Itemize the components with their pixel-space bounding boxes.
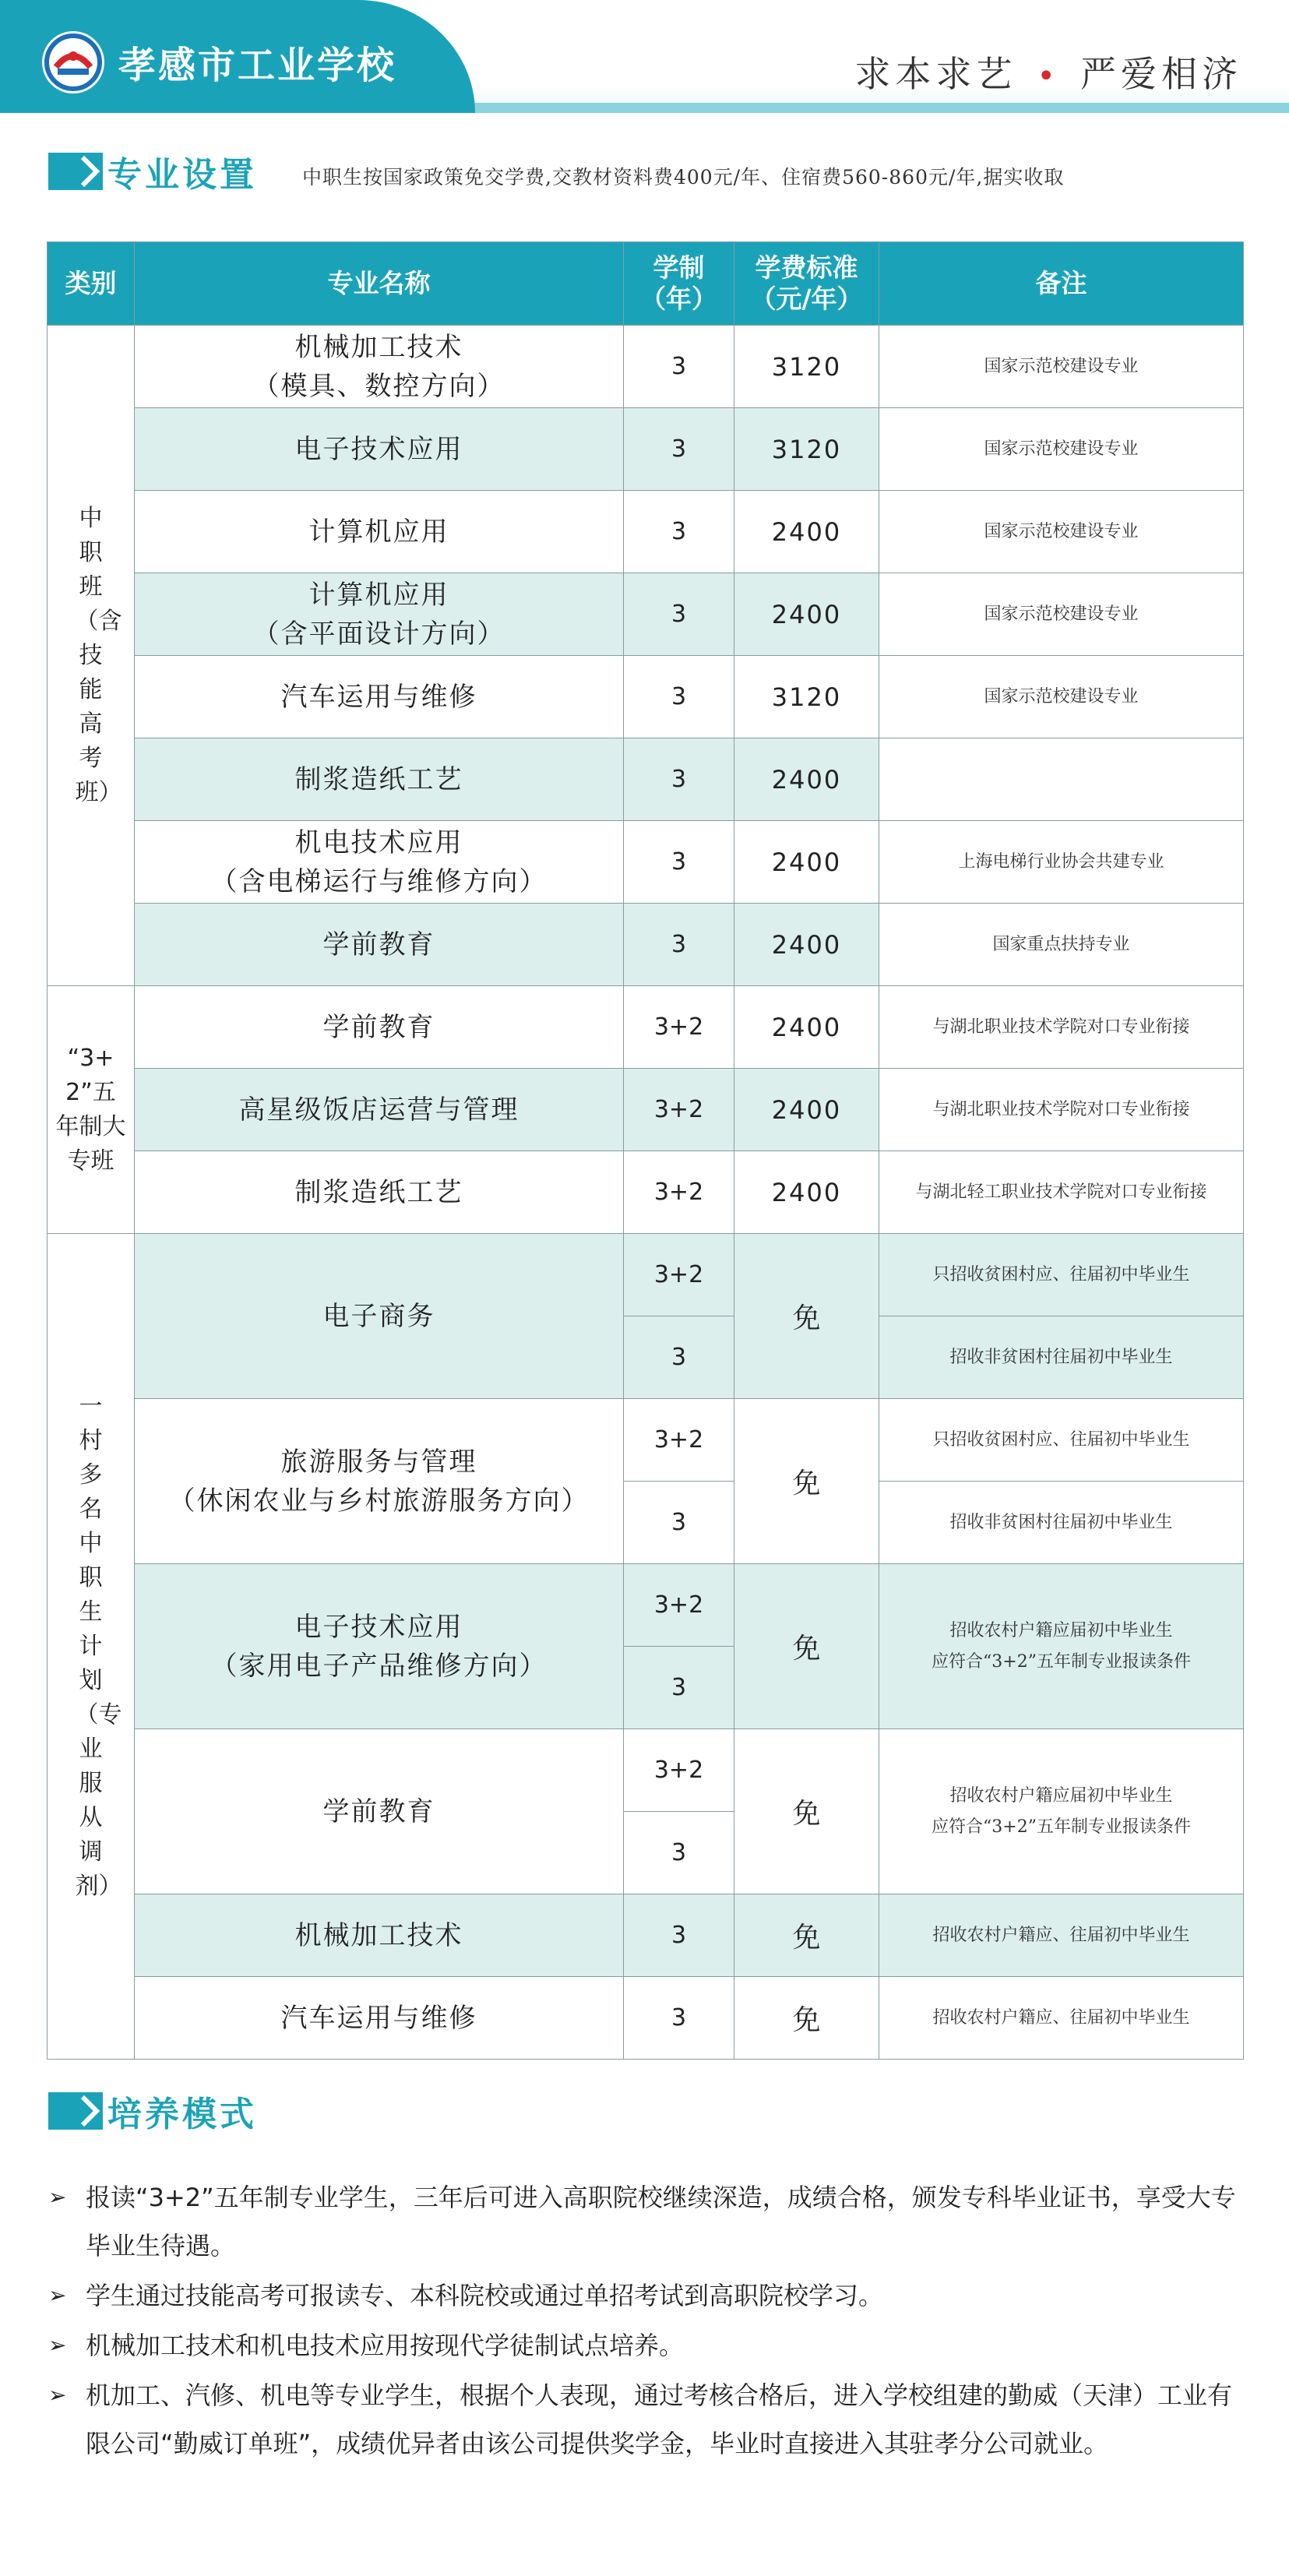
remark-cell: 国家示范校建设专业 bbox=[879, 326, 1244, 408]
majors-table bbox=[47, 241, 1244, 2060]
years-cell: 3+2 bbox=[624, 986, 734, 1069]
years-cell: 3 bbox=[624, 408, 734, 491]
major-subname: （模具、数控方向） bbox=[252, 370, 505, 402]
header-years bbox=[624, 242, 734, 326]
remark-cell: 招收农村户籍应、往届初中毕业生 bbox=[879, 1894, 1244, 1977]
fee-note: 中职生按国家政策免交学费,交教材资料费400元/年、住宿费560-860元/年,据实收取 bbox=[302, 166, 1065, 189]
fee-cell: 2400 bbox=[734, 1151, 879, 1234]
major-name-cell bbox=[135, 1564, 624, 1729]
header-category: 类别 bbox=[48, 242, 135, 326]
years-cell: 3+2 bbox=[624, 1729, 734, 1812]
header-years-label: 学制（年） bbox=[640, 252, 717, 314]
fee-cell: 2400 bbox=[734, 821, 879, 904]
remark-cell: 上海电梯行业协会共建专业 bbox=[879, 821, 1244, 904]
major-subname: （含平面设计方向） bbox=[252, 618, 505, 650]
major-name-cell: 学前教育 bbox=[135, 986, 624, 1069]
major-name-cell bbox=[135, 1399, 624, 1564]
fee-cell: 2400 bbox=[734, 738, 879, 821]
remark-cell: 招收农村户籍应、往届初中毕业生 bbox=[879, 1977, 1244, 2060]
table-row bbox=[48, 1069, 1244, 1151]
major-name-cell: 汽车运用与维修 bbox=[135, 656, 624, 738]
fee-cell: 3120 bbox=[734, 408, 879, 491]
major-name-cell: 制浆造纸工艺 bbox=[135, 1151, 624, 1234]
years-cell: 3 bbox=[624, 904, 734, 986]
list-item bbox=[47, 2271, 1246, 2320]
remark-line: 应符合“3+2”五年制专业报读条件 bbox=[932, 1817, 1191, 1837]
school-logo-icon bbox=[41, 30, 106, 95]
remark-cell: 招收非贫困村往届初中毕业生 bbox=[879, 1482, 1244, 1564]
major-name-cell: 电子技术应用 bbox=[135, 408, 624, 491]
years-cell: 3+2 bbox=[624, 1234, 734, 1316]
fee-cell: 免 bbox=[734, 1564, 879, 1729]
remark-cell: 国家示范校建设专业 bbox=[879, 573, 1244, 656]
table-row bbox=[48, 1977, 1244, 2060]
table-row bbox=[48, 408, 1244, 491]
header-name: 专业名称 bbox=[135, 242, 624, 326]
header-remark: 备注 bbox=[879, 242, 1244, 326]
bullet-text: 机械加工技术和机电技术应用按现代学徒制试点培养。 bbox=[86, 2331, 685, 2360]
category-label: 一村多名中职生计划（专业服从调剂） bbox=[75, 1392, 122, 1900]
table-row bbox=[48, 491, 1244, 573]
remark-line: 招收农村户籍应届初中毕业生 bbox=[949, 1620, 1173, 1640]
motto-left: 求本求艺 bbox=[854, 53, 1017, 95]
major-name-cell bbox=[135, 326, 624, 408]
list-item bbox=[47, 2321, 1246, 2370]
school-motto bbox=[854, 47, 1242, 101]
major-name-cell: 计算机应用 bbox=[135, 491, 624, 573]
arrow-bullet-icon: ➢ bbox=[48, 2184, 67, 2210]
arrow-bullet-icon: ➢ bbox=[48, 2282, 67, 2308]
years-cell: 3+2 bbox=[624, 1399, 734, 1482]
table-row bbox=[48, 904, 1244, 986]
remark-cell: 国家示范校建设专业 bbox=[879, 656, 1244, 738]
years-cell: 3 bbox=[624, 1812, 734, 1894]
category-label: 中职班（含技能高考班） bbox=[75, 504, 122, 806]
major-name: 计算机应用 bbox=[308, 579, 449, 611]
category-cell bbox=[48, 986, 135, 1234]
category-cell bbox=[48, 326, 135, 986]
major-name-cell: 制浆造纸工艺 bbox=[135, 738, 624, 821]
arrow-bullet-icon: ➢ bbox=[48, 2382, 67, 2408]
years-cell: 3 bbox=[624, 1482, 734, 1564]
header-fee bbox=[734, 242, 879, 326]
major-name-cell: 机械加工技术 bbox=[135, 1894, 624, 1977]
major-subname: （含电梯运行与维修方向） bbox=[210, 865, 548, 897]
remark-cell: 与湖北职业技术学院对口专业衔接 bbox=[879, 1069, 1244, 1151]
table-row bbox=[48, 821, 1244, 904]
header-fee-label: 学费标准（元/年） bbox=[750, 252, 863, 314]
fee-cell: 免 bbox=[734, 1977, 879, 2060]
table-row bbox=[48, 1729, 1244, 1812]
category-cell bbox=[48, 1234, 135, 2060]
years-cell: 3 bbox=[624, 573, 734, 656]
major-name-cell: 学前教育 bbox=[135, 904, 624, 986]
arrow-bullet-icon: ➢ bbox=[48, 2332, 67, 2358]
list-item bbox=[47, 2371, 1246, 2468]
major-subname: （家用电子产品维修方向） bbox=[210, 1650, 548, 1682]
remark-cell bbox=[879, 1564, 1244, 1729]
years-cell: 3+2 bbox=[624, 1564, 734, 1647]
major-name-cell: 汽车运用与维修 bbox=[135, 1977, 624, 2060]
major-name: 机械加工技术 bbox=[294, 331, 463, 363]
fee-cell: 免 bbox=[734, 1234, 879, 1399]
motto-right: 严爱相济 bbox=[1080, 53, 1242, 95]
table-row bbox=[48, 1564, 1244, 1647]
major-name-cell bbox=[135, 573, 624, 656]
years-cell: 3+2 bbox=[624, 1151, 734, 1234]
major-subname: （休闲农业与乡村旅游服务方向） bbox=[168, 1485, 590, 1517]
years-cell: 3 bbox=[624, 1316, 734, 1399]
fee-cell: 2400 bbox=[734, 1069, 879, 1151]
years-cell: 3 bbox=[624, 738, 734, 821]
years-cell: 3 bbox=[624, 1977, 734, 2060]
section-title-label: 培养模式 bbox=[107, 2095, 257, 2134]
table-row bbox=[48, 573, 1244, 656]
fee-cell: 免 bbox=[734, 1729, 879, 1894]
list-item bbox=[47, 2173, 1246, 2270]
remark-cell: 国家重点扶持专业 bbox=[879, 904, 1244, 986]
table-row bbox=[48, 1234, 1244, 1316]
major-name-cell bbox=[135, 821, 624, 904]
section-title-majors bbox=[48, 148, 257, 195]
fee-cell: 2400 bbox=[734, 904, 879, 986]
remark-cell: 只招收贫困村应、往届初中毕业生 bbox=[879, 1234, 1244, 1316]
remark-cell: 国家示范校建设专业 bbox=[879, 491, 1244, 573]
bullet-text: 机加工、汽修、机电等专业学生，根据个人表现，通过考核合格后，进入学校组建的勤威（天津）工业有限公司“勤威订单班”，成绩优异者由该公司提供奖学金，毕业时直接进入其驻孝分公司就业。 bbox=[86, 2380, 1233, 2458]
fee-cell: 免 bbox=[734, 1399, 879, 1564]
major-name: 旅游服务与管理 bbox=[280, 1446, 477, 1478]
remark-cell: 与湖北职业技术学院对口专业衔接 bbox=[879, 986, 1244, 1069]
bullet-text: 报读“3+2”五年制专业学生，三年后可进入高职院校继续深造，成绩合格，颁发专科毕业证书，享受大专毕业生待遇。 bbox=[86, 2183, 1236, 2261]
table-row bbox=[48, 1894, 1244, 1977]
page-header bbox=[0, 0, 1289, 113]
motto-dot: • bbox=[1037, 58, 1060, 94]
fee-cell: 2400 bbox=[734, 986, 879, 1069]
major-name-cell: 电子商务 bbox=[135, 1234, 624, 1399]
years-cell: 3+2 bbox=[624, 1069, 734, 1151]
fee-cell: 2400 bbox=[734, 573, 879, 656]
remark-cell: 只招收贫困村应、往届初中毕业生 bbox=[879, 1399, 1244, 1482]
major-name: 电子技术应用 bbox=[294, 1611, 463, 1643]
table-row bbox=[48, 656, 1244, 738]
remark-cell: 与湖北轻工职业技术学院对口专业衔接 bbox=[879, 1151, 1244, 1234]
chevron-right-icon bbox=[48, 2089, 103, 2133]
major-name-cell: 学前教育 bbox=[135, 1729, 624, 1894]
remark-cell bbox=[879, 1729, 1244, 1894]
fee-cell: 3120 bbox=[734, 656, 879, 738]
remark-cell: 国家示范校建设专业 bbox=[879, 408, 1244, 491]
remark-line: 招收农村户籍应届初中毕业生 bbox=[949, 1785, 1173, 1806]
fee-cell: 2400 bbox=[734, 491, 879, 573]
table-row bbox=[48, 326, 1244, 408]
years-cell: 3 bbox=[624, 1647, 734, 1729]
remark-cell: 招收非贫困村往届初中毕业生 bbox=[879, 1316, 1244, 1399]
bullet-text: 学生通过技能高考可报读专、本科院校或通过单招考试到高职院校学习。 bbox=[86, 2281, 884, 2310]
fee-cell: 免 bbox=[734, 1894, 879, 1977]
years-cell: 3 bbox=[624, 656, 734, 738]
remark-line: 应符合“3+2”五年制专业报读条件 bbox=[932, 1651, 1191, 1672]
years-cell: 3 bbox=[624, 821, 734, 904]
table-header-row bbox=[48, 242, 1244, 326]
years-cell: 3 bbox=[624, 491, 734, 573]
fee-cell: 3120 bbox=[734, 326, 879, 408]
table-row bbox=[48, 986, 1244, 1069]
chevron-right-icon bbox=[48, 150, 103, 193]
remark-cell bbox=[879, 738, 1244, 821]
major-name-cell: 高星级饭店运营与管理 bbox=[135, 1069, 624, 1151]
years-cell: 3 bbox=[624, 326, 734, 408]
section-title-training bbox=[48, 2088, 257, 2134]
table-row bbox=[48, 1399, 1244, 1482]
major-name: 机电技术应用 bbox=[294, 826, 463, 858]
table-row bbox=[48, 1151, 1244, 1234]
category-label: “3+2”五年制大专班 bbox=[55, 1044, 126, 1175]
table-row bbox=[48, 738, 1244, 821]
school-name: 孝感市工业学校 bbox=[118, 44, 397, 87]
section-title-label: 专业设置 bbox=[107, 155, 257, 195]
years-cell: 3 bbox=[624, 1894, 734, 1977]
training-bullets bbox=[47, 2173, 1246, 2469]
